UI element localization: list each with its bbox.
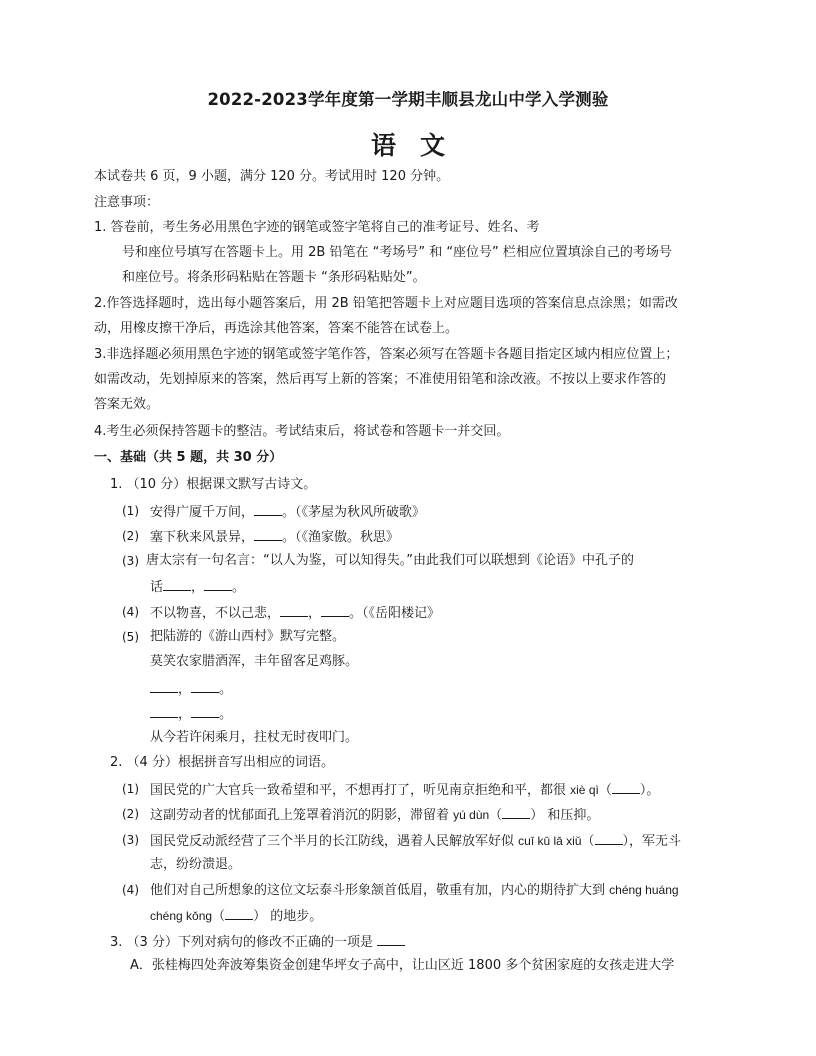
period: 。 [646, 783, 660, 798]
comma: ， [178, 707, 192, 722]
answer-blank[interactable] [204, 577, 232, 591]
q1-item-2 [150, 527, 399, 547]
comma: ， [308, 606, 322, 621]
q2-stem: 2. （4 分）根据拼音写出相应的词语。 [110, 755, 334, 770]
paren: （ [489, 808, 503, 823]
poem-blank-line-1 [150, 679, 232, 699]
comma: ， [178, 682, 192, 697]
answer-blank[interactable] [150, 704, 178, 718]
q2-item-1-text: 国民党的广大官兵一致希望和平，不想再打了，听见南京拒绝和平，都很 [150, 783, 571, 798]
period: 。 [219, 707, 233, 722]
q1-item-1 [150, 502, 425, 522]
answer-blank[interactable] [254, 502, 282, 516]
period: 。 [219, 682, 233, 697]
paren: ） [253, 909, 267, 924]
q2-item-3-num: (3) [122, 833, 139, 847]
note-3-line-2: 如需改动，先划掉原来的答案，然后再写上新的答案；不准使用铅笔和涂改液。不按以上要求作答的 [94, 372, 667, 387]
q2-item-2-num: (2) [122, 807, 139, 821]
paren: （ [598, 783, 612, 798]
q1-item-2-text: 塞下秋来风景异， [150, 530, 255, 545]
q1-item-3-line-1: 唐太宗有一句名言：“以人为鉴，可以知得失。”由此我们可以联想到《论语》中孔子的 [146, 553, 634, 568]
q2-item-2 [150, 805, 599, 825]
paren: ） [622, 834, 630, 849]
paren: （ [581, 834, 595, 849]
q2-item-1-num: (1) [122, 782, 139, 796]
answer-blank[interactable] [377, 932, 405, 946]
q1-item-4-num: (4) [122, 605, 139, 619]
section-1-heading: 一、基础（共 5 题，共 30 分） [94, 450, 283, 465]
q1-item-3-num: (3) [122, 554, 139, 568]
note-1-line-2: 号和座位号填写在答题卡上。用 2B 铅笔在 “考场号” 和 “座位号” 栏相应位置填涂自己的考场号 [122, 245, 672, 260]
pinyin: chéng kǒng [150, 909, 213, 923]
note-3-line-1: 3.非选择题必须用黑色字迹的钢笔或签字笔作答，答案必须写在答题卡各题目指定区域内相应位置上； [94, 347, 679, 362]
poem-line-1: 莫笑农家腊酒浑，丰年留客足鸡豚。 [150, 654, 359, 669]
q2-item-4-text: 他们对自己所想象的这位文坛泰斗形象颔首低眉，敬重有加，内心的期待扩大到 [150, 883, 610, 898]
subject-title: 语文 [370, 131, 469, 160]
answer-blank[interactable] [280, 603, 308, 617]
note-3-line-3: 答案无效。 [94, 397, 160, 412]
note-1-line-1: 1. 答卷前，考生务必用黑色字迹的钢笔或签字笔将自己的准考证号、姓名、考 [94, 220, 540, 235]
answer-blank[interactable] [225, 906, 253, 920]
q2-item-3-line-1 [150, 831, 681, 851]
q2-item-1 [150, 780, 659, 800]
note-4: 4.考生必须保持答题卡的整洁。考试结束后，将试卷和答题卡一并交回。 [94, 424, 510, 439]
answer-blank[interactable] [595, 831, 623, 845]
answer-blank[interactable] [502, 805, 530, 819]
exam-title: 2022-2023学年度第一学期丰顺县龙山中学入学测验 [207, 90, 609, 109]
q1-item-3-line-2 [150, 577, 245, 597]
period: 。 [232, 580, 246, 595]
q1-item-4-source: 。（《岳阳楼记》 [349, 606, 441, 621]
q3-stem-line [110, 932, 405, 952]
paren: （ [212, 909, 226, 924]
answer-blank[interactable] [612, 780, 640, 794]
q2-item-3-tail: ，军无斗 [629, 834, 682, 849]
note-2-line-2: 动，用橡皮擦干净后，再选涂其他答案，答案不能答在试卷上。 [94, 321, 459, 336]
paren: ） [530, 808, 544, 823]
note-2-line-1: 2.作答选择题时，选出每小题答案后，用 2B 铅笔把答题卡上对应题目选项的答案信息点涂黑；如需改 [94, 296, 678, 311]
q1-item-4-text: 不以物喜，不以己悲， [150, 606, 281, 621]
paren: ） [639, 783, 647, 798]
q1-item-1-num: (1) [122, 504, 139, 518]
q3-option-a: A．张桂梅四处奔波筹集资金创建华坪女子高中，让山区近 1800 多个贫困家庭的女孩走进大学 [130, 958, 675, 973]
q2-item-4-line-2 [150, 906, 322, 926]
answer-blank[interactable] [191, 679, 219, 693]
poem-last-line: 从今若许闲乘月，拄杖无时夜叩门。 [150, 730, 359, 745]
q1-item-3-word: 话 [150, 580, 164, 595]
pinyin: chéng huáng [609, 883, 679, 897]
q2-item-2-tail: 和压抑。 [543, 808, 600, 823]
pinyin: cuī kū lā xiǔ [518, 834, 582, 848]
answer-blank[interactable] [191, 704, 219, 718]
answer-blank[interactable] [321, 603, 349, 617]
notes-label: 注意事项： [94, 195, 160, 210]
q2-item-3-text: 国民党反动派经营了三个半月的长江防线，遇着人民解放军好似 [150, 834, 519, 849]
exam-info: 本试卷共 6 页，9 小题，满分 120 分。考试用时 120 分钟。 [94, 169, 450, 184]
q1-stem: 1. （10 分）根据课文默写古诗文。 [110, 477, 317, 492]
q2-item-3-line-2: 志，纷纷溃退。 [150, 857, 242, 872]
pinyin: xiè qì [570, 783, 599, 797]
q1-item-2-source: 。（《渔家傲。秋思》 [282, 530, 400, 545]
q2-item-4-tail: 的地步。 [266, 909, 323, 924]
pinyin: yú dùn [453, 808, 490, 822]
q1-item-2-num: (2) [122, 529, 139, 543]
q2-item-4-num: (4) [122, 883, 139, 897]
answer-blank[interactable] [150, 679, 178, 693]
comma: ， [191, 580, 205, 595]
q1-item-1-source: 。（《茅屋为秋风所破歌》 [282, 505, 426, 520]
q1-item-4 [150, 603, 440, 623]
q1-item-5-num: (5) [122, 630, 139, 644]
q1-item-5: 把陆游的《游山西村》默写完整。 [150, 629, 346, 644]
note-1-line-3: 和座位号。将条形码粘贴在答题卡 “条形码粘贴处”。 [122, 270, 426, 285]
q2-item-2-text: 这副劳动者的忧郁面孔上笼罩着消沉的阴影，滞留着 [150, 808, 454, 823]
answer-blank[interactable] [254, 527, 282, 541]
q1-item-1-text: 安得广厦千万间， [150, 505, 255, 520]
poem-blank-line-2 [150, 704, 232, 724]
q2-item-4-line-1 [150, 881, 679, 900]
q3-stem: 3. （3 分）下列对病句的修改不正确的一项是 [110, 935, 378, 950]
answer-blank[interactable] [163, 577, 191, 591]
